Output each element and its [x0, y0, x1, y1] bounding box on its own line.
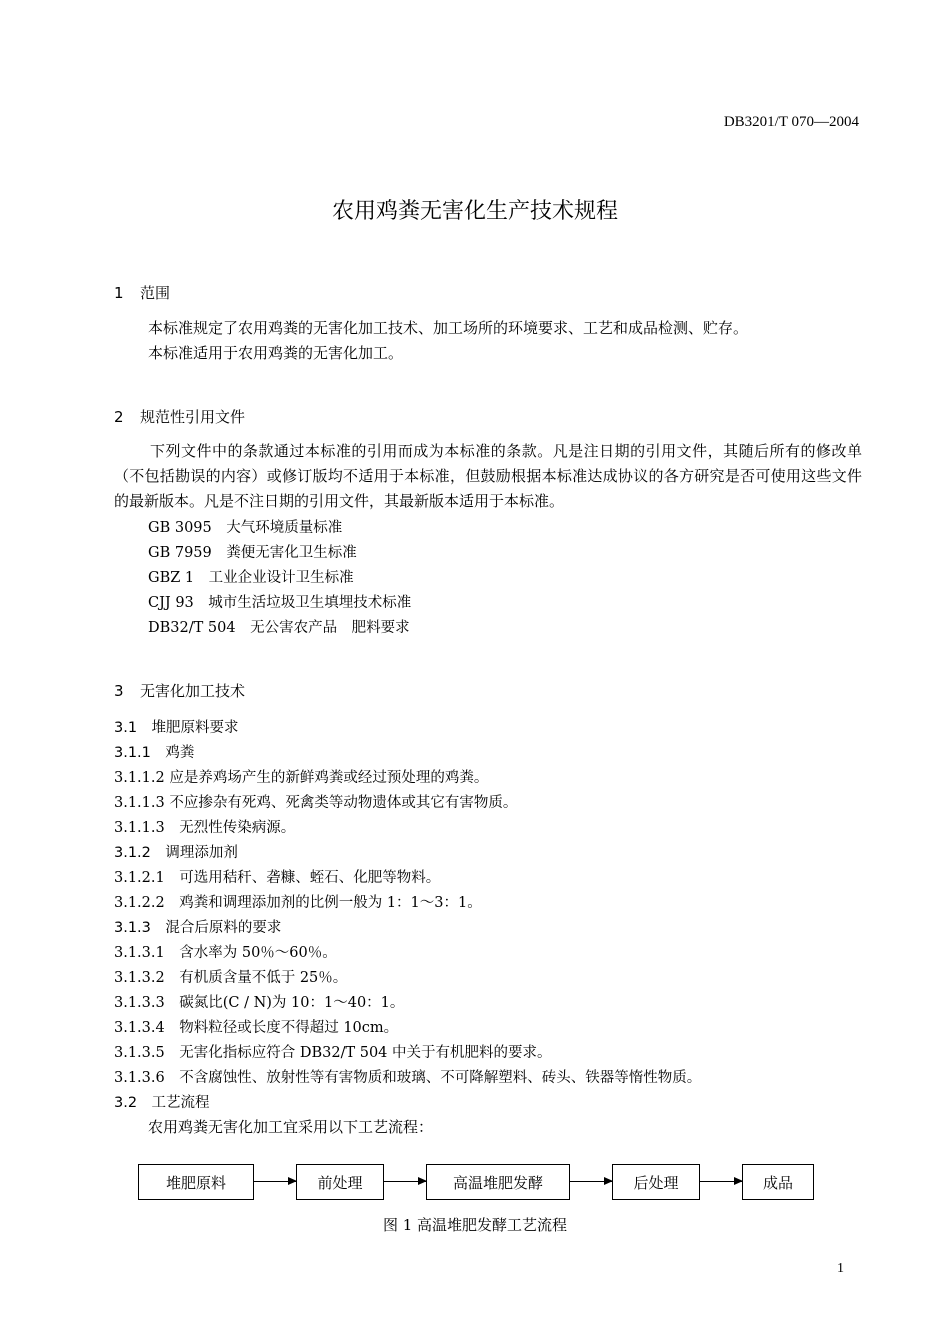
flow-step-posttreatment: 后处理 [612, 1164, 700, 1200]
flow-step-product: 成品 [742, 1164, 814, 1200]
flow-arrow [254, 1181, 296, 1182]
clause: 3.1.3.3 碳氮比(C / N)为 10：1～40：1。 [114, 995, 405, 1011]
section-1-heading [114, 282, 170, 303]
reference-item: GBZ 1 工业企业设计卫生标准 [148, 570, 354, 586]
paragraph: 下列文件中的条款通过本标准的引用而成为本标准的条款。凡是注日期的引用文件，其随后所有的修改单（不包括勘误的内容）或修订版均不适用于本标准，但鼓励根据本标准达成协议的各方研究是否可使用这些文件的最新版本。凡是不注日期的引用文件，其最新版本适用于本标准。 [114, 442, 862, 510]
flow-step-fermentation: 高温堆肥发酵 [426, 1164, 570, 1200]
clause: 3.1.2.2 鸡粪和调理添加剂的比例一般为 1：1～3：1。 [114, 895, 482, 911]
subsection-heading: 3.1.1 鸡粪 [114, 745, 195, 761]
reference-item: GB 3095 大气环境质量标准 [148, 520, 343, 536]
section-number: 1 [114, 284, 124, 302]
subsection-heading: 3.1.2 调理添加剂 [114, 845, 238, 861]
section-number: 2 [114, 408, 124, 426]
figure-caption: 图 1 高温堆肥发酵工艺流程 [382, 1216, 568, 1234]
page-number: 1 [837, 1261, 844, 1276]
subsection-heading: 3.1 堆肥原料要求 [114, 720, 239, 736]
clause: 3.1.1.3 无烈性传染病源。 [114, 820, 296, 836]
standard-number: DB3201/T 070—2004 [723, 114, 859, 130]
section-2-heading [114, 406, 245, 427]
subsection-heading: 3.2 工艺流程 [114, 1095, 210, 1111]
reference-item: CJJ 93 城市生活垃圾卫生填埋技术标准 [148, 595, 412, 611]
clause: 3.1.3.2 有机质含量不低于 25％。 [114, 970, 348, 986]
paragraph: 农用鸡粪无害化加工宜采用以下工艺流程： [148, 1118, 434, 1136]
clause: 3.1.2.1 可选用秸秆、砻糠、蛭石、化肥等物料。 [114, 870, 441, 886]
paragraph: 本标准适用于农用鸡粪的无害化加工。 [148, 344, 404, 362]
section-title: 范围 [140, 284, 171, 302]
section-3-heading [114, 680, 245, 701]
clause: 3.1.1.2 应是养鸡场产生的新鲜鸡粪或经过预处理的鸡粪。 [114, 770, 489, 786]
flow-arrow [700, 1181, 742, 1182]
clause: 3.1.3.6 不含腐蚀性、放射性等有害物质和玻璃、不可降解塑料、砖头、铁器等惰性物质。 [114, 1070, 702, 1086]
clause: 3.1.1.3 不应掺杂有死鸡、死禽类等动物遗体或其它有害物质。 [114, 795, 518, 811]
clause: 3.1.3.5 无害化指标应符合 DB32/T 504 中关于有机肥料的要求。 [114, 1045, 552, 1061]
reference-item: DB32/T 504 无公害农产品 肥料要求 [148, 620, 410, 636]
document-title: 农用鸡粪无害化生产技术规程 [331, 199, 618, 224]
clause: 3.1.3.4 物料粒径或长度不得超过 10cm。 [114, 1020, 399, 1036]
section-title: 规范性引用文件 [140, 408, 246, 426]
reference-item: GB 7959 粪便无害化卫生标准 [148, 545, 357, 561]
flow-step-raw-material: 堆肥原料 [138, 1164, 254, 1200]
subsection-heading: 3.1.3 混合后原料的要求 [114, 920, 282, 936]
flow-arrow [384, 1181, 426, 1182]
section-title: 无害化加工技术 [140, 682, 246, 700]
flow-arrow [570, 1181, 612, 1182]
section-number: 3 [114, 682, 124, 700]
paragraph: 本标准规定了农用鸡粪的无害化加工技术、加工场所的环境要求、工艺和成品检测、贮存。 [148, 319, 749, 337]
clause: 3.1.3.1 含水率为 50％～60％。 [114, 945, 337, 961]
flow-step-pretreatment: 前处理 [296, 1164, 384, 1200]
